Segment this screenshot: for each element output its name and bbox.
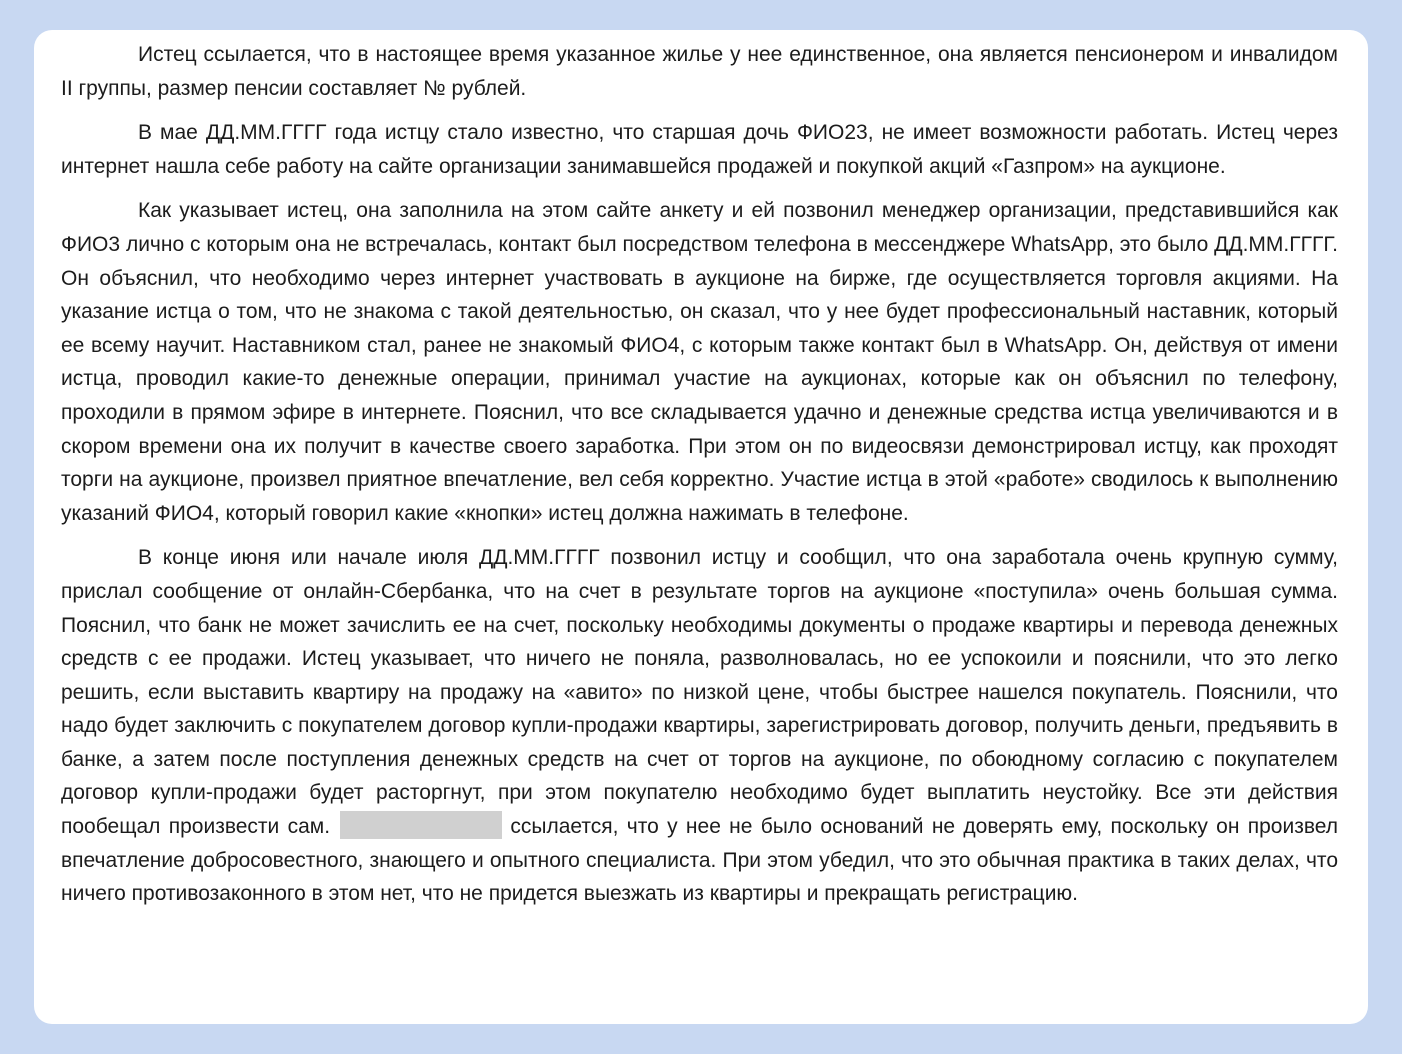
paragraph-4 — [61, 541, 1338, 911]
paragraph-1: Истец ссылается, что в настоящее время указанное жилье у нее единственное, она является пенсионером и инвалидом II группы, размер пенсии составляет № рублей. — [61, 43, 1338, 100]
redacted-name-block — [340, 811, 502, 839]
document-card — [34, 30, 1368, 1024]
paragraph-4-part-2: ссылается, что у нее не было оснований не доверять ему, поскольку он произвел впечатление добросовестного, знающего и опытного специалиста. При этом убедил, что это обычная практика в таких делах, что ничего противозаконного в этом нет, что не придется выезжать из квартиры и прекращать регистрацию. — [61, 815, 1338, 906]
paragraph-3: Как указывает истец, она заполнила на этом сайте анкету и ей позвонил менеджер организации, представившийся как ФИО3 лично с которым она не встречалась, контакт был посредством телефона в мессенджере WhatsApp, это было ДД.ММ.ГГГГ. Он объяснил, что необходимо через интернет участвовать в аукционе на бирже, где осуществляется торговля акциями. На указание истца о том, что не знакома с такой деятельностью, он сказал, что у нее будет профессиональный наставник, который ее всему научит. Наставником стал, ранее не знакомый ФИО4, с которым также контакт был в WhatsApp. Он, действуя от имени истца, проводил какие-то денежные операции, принимал участие на аукционах, которые как он объяснил по телефону, проходили в прямом эфире в интернете. Пояснил, что все складывается удачно и денежные средства истца увеличиваются и в скором времени она их получит в качестве своего заработка. При этом он по видеосвязи демонстрировал истцу, как проходят торги на аукционе, произвел приятное впечатление, вел себя корректно. Участие истца в этой «работе» сводилось к выполнению указаний ФИО4, который говорил какие «кнопки» истец должна нажимать в телефоне. — [61, 199, 1338, 525]
paragraph-4-part-1: В конце июня или начале июля ДД.ММ.ГГГГ позвонил истцу и сообщил, что она заработала очень крупную сумму, прислал сообщение от онлайн-Сбербанка, что на счет в результате торгов на аукционе «поступила» очень большая сумма. Пояснил, что банк не может зачислить ее на счет, поскольку необходимы документы о продаже квартиры и перевода денежных средств с ее продажи. Истец указывает, что ничего не поняла, разволновалась, но ее успокоили и пояснили, что это легко решить, если выставить квартиру на продажу на «авито» по низкой цене, чтобы быстрее нашелся покупатель. Пояснили, что надо будет заключить с покупателем договор купли-продажи квартиры, зарегистрировать договор, получить деньги, предъявить в банке, а затем после поступления денежных средств на счет от торгов на аукционе, по обоюдному согласию с покупателем договор купли-продажи будет расторгнут, при этом покупателю необходимо будет выплатить неустойку. Все эти действия пообещал произвести сам. — [61, 546, 1338, 839]
paragraph-2: В мае ДД.ММ.ГГГГ года истцу стало известно, что старшая дочь ФИО23, не имеет возможности работать. Истец через интернет нашла себе работу на сайте организации занимавшейся продажей и покупкой акций «Газпром» на аукционе. — [61, 121, 1338, 178]
